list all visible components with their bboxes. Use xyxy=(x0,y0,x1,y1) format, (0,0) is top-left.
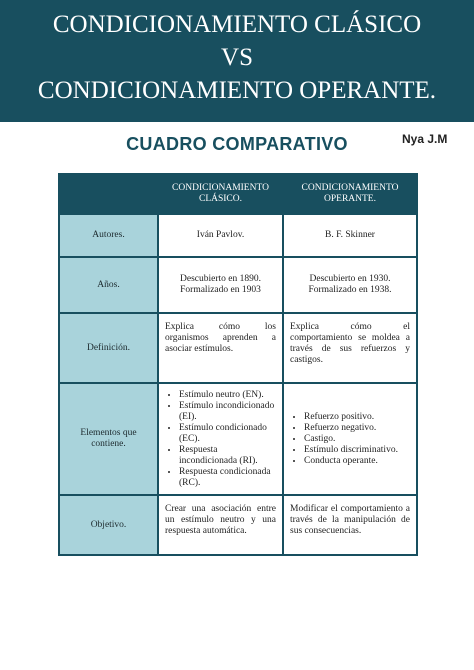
cell-autores-operante: B. F. Skinner xyxy=(283,214,417,257)
title-line-2: VS xyxy=(221,44,253,71)
row-label-objetivo: Objetivo. xyxy=(59,495,158,555)
row-label-anos: Años. xyxy=(59,257,158,313)
table-row xyxy=(59,383,417,495)
cell-elementos-clasico xyxy=(158,383,283,495)
list-item: • Estímulo condicionado (EC). xyxy=(179,423,276,445)
list-item: • Respuesta incondicionada (RI). xyxy=(179,445,276,467)
anos-operante-line-1: Descubierto en 1930. xyxy=(309,274,391,284)
comparison-table xyxy=(58,173,418,556)
cell-anos-clasico xyxy=(158,257,283,313)
list-item: • Castigo. xyxy=(304,434,410,445)
cell-elementos-operante xyxy=(283,383,417,495)
title-line-3: CONDICIONAMIENTO OPERANTE. xyxy=(37,77,437,104)
table-row xyxy=(59,257,417,313)
table-row xyxy=(59,495,417,555)
header-operante: CONDICIONAMIENTO OPERANTE. xyxy=(283,174,417,214)
subtitle: CUADRO COMPARATIVO xyxy=(126,134,348,154)
cell-objetivo-operante: Modificar el comportamiento a través de la manipulación de sus consecuencias. xyxy=(283,495,417,555)
list-item: • Estímulo incondicionado (EI). xyxy=(179,401,276,423)
anos-operante-line-2: Formalizado en 1938. xyxy=(308,285,392,295)
table-row xyxy=(59,313,417,383)
list-item: • Conducta operante. xyxy=(304,456,410,467)
cell-definicion-clasico: Explica cómo los organismos aprenden a asociar estímulos. xyxy=(158,313,283,383)
cell-autores-clasico: Iván Pavlov. xyxy=(158,214,283,257)
row-label-elementos: Elementos que contiene. xyxy=(59,383,158,495)
row-label-autores: Autores. xyxy=(59,214,158,257)
header-corner-cell xyxy=(59,174,158,214)
anos-clasico-line-2: Formalizado en 1903 xyxy=(180,285,261,295)
cell-anos-operante xyxy=(283,257,417,313)
list-item: • Refuerzo positivo. xyxy=(304,412,410,423)
title-line-1: CONDICIONAMIENTO CLÁSICO xyxy=(52,11,422,38)
table-row xyxy=(59,214,417,257)
title-banner xyxy=(0,0,474,122)
author-name: Nya J.M xyxy=(402,132,448,146)
row-label-definicion: Definición. xyxy=(59,313,158,383)
list-item: • Refuerzo negativo. xyxy=(304,423,410,434)
table-header-row xyxy=(59,174,417,214)
anos-clasico-line-1: Descubierto en 1890. xyxy=(180,274,261,284)
cell-objetivo-clasico: Crear una asociación entre un estímulo neutro y una respuesta automática. xyxy=(158,495,283,555)
elementos-operante-list xyxy=(290,412,410,467)
list-item: • Respuesta condicionada (RC). xyxy=(179,467,276,489)
elementos-clasico-list xyxy=(165,390,276,489)
header-clasico: CONDICIONAMIENTO CLÁSICO. xyxy=(158,174,283,214)
list-item: • Estímulo neutro (EN). xyxy=(179,390,276,401)
cell-definicion-operante: Explica cómo el comportamiento se moldea a través de sus refuerzos y castigos. xyxy=(283,313,417,383)
list-item: • Estímulo discriminativo. xyxy=(304,445,410,456)
